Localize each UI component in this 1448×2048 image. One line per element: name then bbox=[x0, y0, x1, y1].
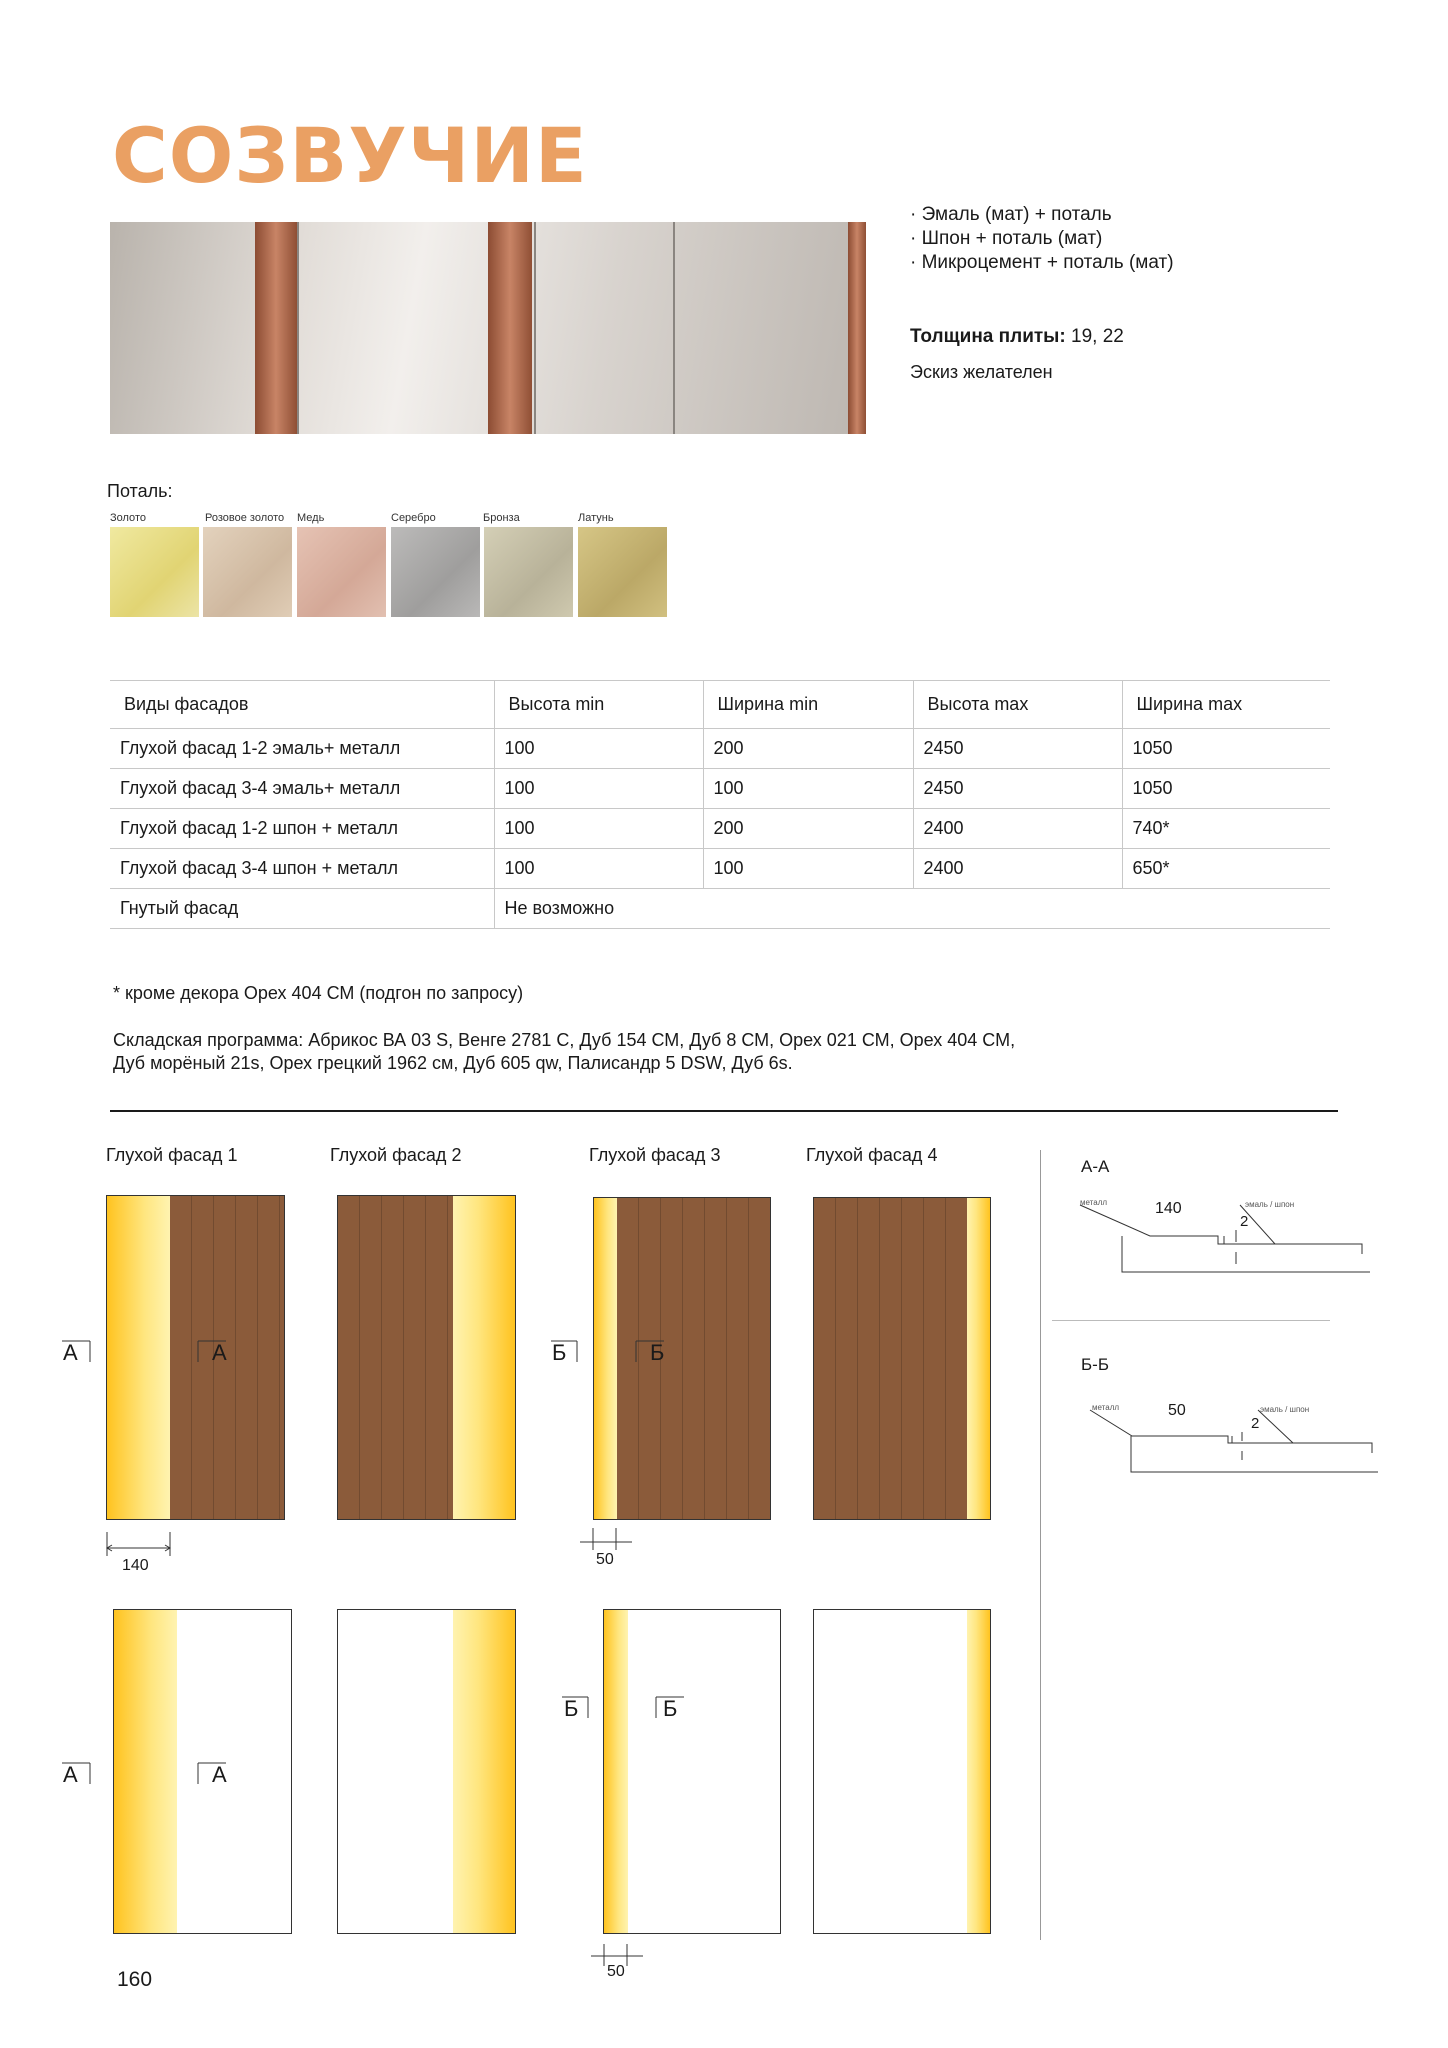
stock-line: Дуб морёный 21s, Орех грецкий 1962 см, Дуб 605 qw, Палисандр 5 DSW, Дуб 6s. bbox=[113, 1053, 793, 1073]
table-header: Высота max bbox=[913, 681, 1122, 729]
table-cell: 1050 bbox=[1122, 769, 1330, 809]
table-cell: 2400 bbox=[913, 849, 1122, 889]
table-cell: Глухой фасад 3-4 шпон + металл bbox=[110, 849, 494, 889]
swatch-label: Золото bbox=[110, 512, 146, 524]
section-mark-b: Б bbox=[663, 1696, 678, 1721]
dimension-50: 50 bbox=[607, 1963, 625, 1980]
facade-label: Глухой фасад 1 bbox=[106, 1145, 238, 1165]
potal-title: Поталь: bbox=[107, 481, 173, 501]
table-cell: 2450 bbox=[913, 729, 1122, 769]
table-cell: 2450 bbox=[913, 769, 1122, 809]
section-mark-b: Б bbox=[650, 1340, 665, 1365]
page-number: 160 bbox=[117, 1968, 153, 1991]
table-cell: 1050 bbox=[1122, 729, 1330, 769]
feature-item: · Шпон + поталь (мат) bbox=[910, 228, 1103, 249]
section-mark-a: А bbox=[212, 1762, 227, 1787]
metal-label: металл bbox=[1080, 1198, 1108, 1207]
feature-item: · Эмаль (мат) + поталь bbox=[910, 204, 1112, 225]
swatch-label: Латунь bbox=[578, 512, 614, 524]
table-cell: 100 bbox=[703, 769, 913, 809]
sketch-note: Эскиз желателен bbox=[910, 362, 1053, 382]
section-divider bbox=[1052, 1320, 1330, 1321]
table-cell: 2400 bbox=[913, 809, 1122, 849]
dimension-2: 2 bbox=[1240, 1213, 1249, 1230]
table-header: Виды фасадов bbox=[110, 681, 494, 729]
stock-line: Складская программа: Абрикос ВА 03 S, Венге 2781 С, Дуб 154 СМ, Дуб 8 СМ, Орех 021 СМ, Орех 404 СМ, bbox=[113, 1030, 1016, 1050]
section-bb-title: Б-Б bbox=[1081, 1355, 1109, 1374]
section-mark-b: Б bbox=[564, 1696, 579, 1721]
table-cell: 650* bbox=[1122, 849, 1330, 889]
swatch-label: Бронза bbox=[483, 512, 520, 524]
swatch-label: Серебро bbox=[391, 512, 436, 524]
enamel-label: эмаль / шпон bbox=[1245, 1200, 1295, 1209]
table-cell: 100 bbox=[494, 809, 703, 849]
dimension-140: 140 bbox=[122, 1557, 149, 1574]
facade-label: Глухой фасад 3 bbox=[589, 1145, 721, 1165]
table-header: Ширина min bbox=[703, 681, 913, 729]
table-cell: Гнутый фасад bbox=[110, 889, 494, 929]
swatch-label: Медь bbox=[297, 512, 325, 524]
enamel-label: эмаль / шпон bbox=[1260, 1405, 1310, 1414]
facade-label: Глухой фасад 2 bbox=[330, 1145, 462, 1165]
sections-separator bbox=[1040, 1150, 1041, 1940]
table-cell: Глухой фасад 3-4 эмаль+ металл bbox=[110, 769, 494, 809]
dimension-50: 50 bbox=[1168, 1402, 1186, 1419]
thickness-label: Толщина плиты: bbox=[910, 326, 1066, 347]
table-cell: Глухой фасад 1-2 шпон + металл bbox=[110, 809, 494, 849]
table-cell: 200 bbox=[703, 809, 913, 849]
dimension-2: 2 bbox=[1251, 1415, 1260, 1432]
dimension-140: 140 bbox=[1155, 1200, 1182, 1217]
section-mark-a: А bbox=[63, 1340, 78, 1365]
table-header: Ширина max bbox=[1122, 681, 1330, 729]
section-mark-a: А bbox=[212, 1340, 227, 1365]
footnote: * кроме декора Орех 404 СМ (подгон по запросу) bbox=[113, 983, 524, 1003]
swatch-label: Розовое золото bbox=[205, 512, 285, 524]
thickness-value: 19, 22 bbox=[1065, 326, 1124, 347]
table-cell: Не возможно bbox=[494, 889, 1330, 929]
section-aa-title: А-А bbox=[1081, 1157, 1110, 1176]
feature-item: · Микроцемент + поталь (мат) bbox=[910, 252, 1174, 273]
table-header: Высота min bbox=[494, 681, 703, 729]
table-cell: 100 bbox=[494, 849, 703, 889]
table-cell: 100 bbox=[703, 849, 913, 889]
section-mark-a: А bbox=[63, 1762, 78, 1787]
table-cell: 200 bbox=[703, 729, 913, 769]
facade-label: Глухой фасад 4 bbox=[806, 1145, 938, 1165]
table-cell: 100 bbox=[494, 729, 703, 769]
table-cell: 740* bbox=[1122, 809, 1330, 849]
page-title: СОЗВУЧИЕ bbox=[112, 111, 588, 200]
dimension-50: 50 bbox=[596, 1551, 614, 1568]
section-mark-b: Б bbox=[552, 1340, 567, 1365]
table-cell: Глухой фасад 1-2 эмаль+ металл bbox=[110, 729, 494, 769]
metal-label: металл bbox=[1092, 1403, 1120, 1412]
table-cell: 100 bbox=[494, 769, 703, 809]
